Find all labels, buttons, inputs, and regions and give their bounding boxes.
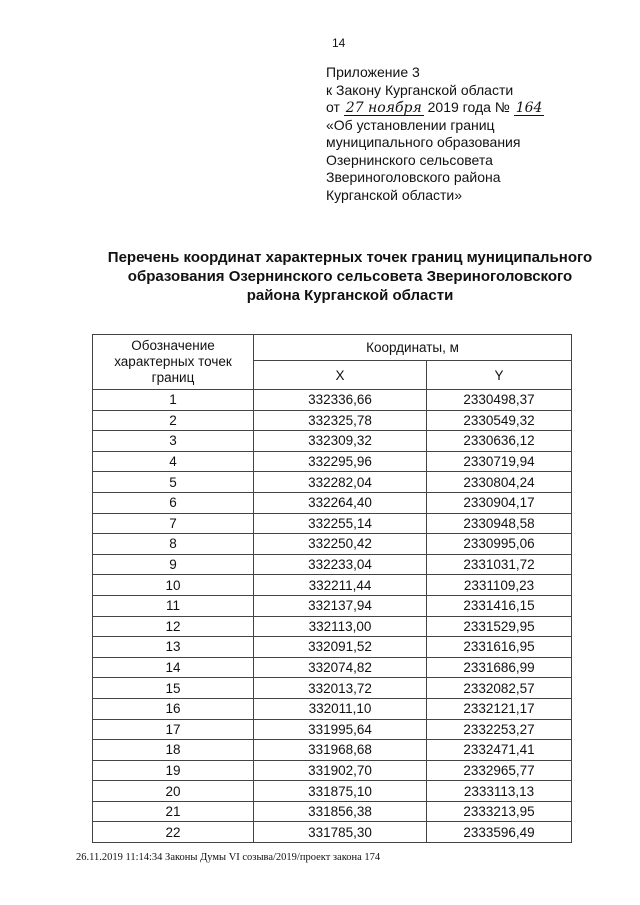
table-row <box>93 678 572 699</box>
point-number-cell: 14 <box>93 657 254 678</box>
x-coordinate-cell: 332255,14 <box>254 513 427 534</box>
x-coordinate-cell: 332211,44 <box>254 575 427 596</box>
y-coordinate-cell: 2331031,72 <box>427 554 572 575</box>
y-coordinate-cell: 2330804,24 <box>427 472 572 493</box>
header-y: Y <box>427 361 572 390</box>
y-coordinate-cell: 2330948,58 <box>427 513 572 534</box>
table-row <box>93 431 572 452</box>
point-number-cell: 20 <box>93 781 254 802</box>
y-coordinate-cell: 2330719,94 <box>427 451 572 472</box>
point-number-cell: 19 <box>93 760 254 781</box>
y-coordinate-cell: 2331529,95 <box>427 616 572 637</box>
law-title-line: «Об установлении границ <box>326 116 495 133</box>
point-number-cell: 6 <box>93 492 254 513</box>
point-number-cell: 11 <box>93 595 254 616</box>
x-coordinate-cell: 332295,96 <box>254 451 427 472</box>
table-row <box>93 554 572 575</box>
point-number-cell: 16 <box>93 698 254 719</box>
table-row <box>93 410 572 431</box>
y-coordinate-cell: 2332121,17 <box>427 698 572 719</box>
x-coordinate-cell: 331856,38 <box>254 801 427 822</box>
y-coordinate-cell: 2332253,27 <box>427 719 572 740</box>
point-number-cell: 8 <box>93 534 254 555</box>
table-row <box>93 492 572 513</box>
table-row <box>93 760 572 781</box>
document-title <box>60 248 640 305</box>
point-number-cell: 21 <box>93 801 254 822</box>
coordinates-table-body <box>93 390 572 843</box>
y-coordinate-cell: 2330549,32 <box>427 410 572 431</box>
law-title-line: Курганской области» <box>326 186 463 203</box>
document-title-line: Перечень координат характерных точек границ муниципального <box>107 249 593 266</box>
table-row <box>93 698 572 719</box>
table-row <box>93 616 572 637</box>
y-coordinate-cell: 2333113,13 <box>427 781 572 802</box>
date-prefix: от <box>326 99 340 115</box>
table-row <box>93 534 572 555</box>
table-row <box>93 801 572 822</box>
header-coordinates: Координаты, м <box>254 335 572 361</box>
x-coordinate-cell: 331995,64 <box>254 719 427 740</box>
point-number-cell: 1 <box>93 390 254 411</box>
y-coordinate-cell: 2332082,57 <box>427 678 572 699</box>
table-row <box>93 822 572 843</box>
point-number-cell: 22 <box>93 822 254 843</box>
table-row <box>93 657 572 678</box>
year-text: 2019 года № <box>427 99 510 115</box>
header-x: X <box>254 361 427 390</box>
table-row <box>93 390 572 411</box>
x-coordinate-cell: 331785,30 <box>254 822 427 843</box>
table-row <box>93 513 572 534</box>
y-coordinate-cell: 2333213,95 <box>427 801 572 822</box>
appendix-line-1: Приложение 3 <box>326 64 420 80</box>
table-row <box>93 719 572 740</box>
x-coordinate-cell: 332325,78 <box>254 410 427 431</box>
table-row <box>93 472 572 493</box>
x-coordinate-cell: 332336,66 <box>254 390 427 411</box>
point-number-cell: 18 <box>93 740 254 761</box>
handwritten-date: 27 ноября <box>345 100 422 116</box>
x-coordinate-cell: 332011,10 <box>254 698 427 719</box>
table-row <box>93 595 572 616</box>
y-coordinate-cell: 2332965,77 <box>427 760 572 781</box>
x-coordinate-cell: 332013,72 <box>254 678 427 699</box>
table-row <box>93 575 572 596</box>
page-number: 14 <box>332 36 346 50</box>
x-coordinate-cell: 331902,70 <box>254 760 427 781</box>
point-number-cell: 10 <box>93 575 254 596</box>
coordinates-table <box>92 334 572 843</box>
point-number-cell: 3 <box>93 431 254 452</box>
y-coordinate-cell: 2331109,23 <box>427 575 572 596</box>
point-number-cell: 15 <box>93 678 254 699</box>
x-coordinate-cell: 332250,42 <box>254 534 427 555</box>
point-number-cell: 17 <box>93 719 254 740</box>
table-row <box>93 781 572 802</box>
point-number-cell: 13 <box>93 637 254 658</box>
x-coordinate-cell: 332137,94 <box>254 595 427 616</box>
document-title-line: образования Озернинского сельсовета Звериноголовского <box>127 268 573 285</box>
law-title-line: Звериноголовского района <box>326 169 501 185</box>
document-title-line: района Курганской области <box>246 287 454 304</box>
x-coordinate-cell: 331968,68 <box>254 740 427 761</box>
appendix-date-line <box>326 99 544 117</box>
x-coordinate-cell: 332309,32 <box>254 431 427 452</box>
y-coordinate-cell: 2330904,17 <box>427 492 572 513</box>
point-number-cell: 2 <box>93 410 254 431</box>
table-row <box>93 740 572 761</box>
x-coordinate-cell: 331875,10 <box>254 781 427 802</box>
y-coordinate-cell: 2331686,99 <box>427 657 572 678</box>
x-coordinate-cell: 332113,00 <box>254 616 427 637</box>
y-coordinate-cell: 2331416,15 <box>427 595 572 616</box>
law-title-line: Озернинского сельсовета <box>326 151 493 168</box>
x-coordinate-cell: 332282,04 <box>254 472 427 493</box>
handwritten-law-number: 164 <box>515 100 543 116</box>
y-coordinate-cell: 2333596,49 <box>427 822 572 843</box>
y-coordinate-cell: 2330498,37 <box>427 390 572 411</box>
point-number-cell: 5 <box>93 472 254 493</box>
appendix-line-2: к Закону Курганской области <box>326 81 514 98</box>
header-point-designation: Обозначение характерных точек границ <box>93 335 254 390</box>
table-row <box>93 637 572 658</box>
appendix-header <box>326 64 544 204</box>
x-coordinate-cell: 332233,04 <box>254 554 427 575</box>
y-coordinate-cell: 2332471,41 <box>427 740 572 761</box>
y-coordinate-cell: 2331616,95 <box>427 637 572 658</box>
x-coordinate-cell: 332091,52 <box>254 637 427 658</box>
x-coordinate-cell: 332074,82 <box>254 657 427 678</box>
point-number-cell: 9 <box>93 554 254 575</box>
footer-filepath: 26.11.2019 11:14:34 Законы Думы VI созыва/2019/проект закона 174 <box>76 852 381 863</box>
point-number-cell: 7 <box>93 513 254 534</box>
x-coordinate-cell: 332264,40 <box>254 492 427 513</box>
y-coordinate-cell: 2330636,12 <box>427 431 572 452</box>
law-title-line: муниципального образования <box>326 134 521 150</box>
point-number-cell: 4 <box>93 451 254 472</box>
table-row <box>93 451 572 472</box>
y-coordinate-cell: 2330995,06 <box>427 534 572 555</box>
point-number-cell: 12 <box>93 616 254 637</box>
